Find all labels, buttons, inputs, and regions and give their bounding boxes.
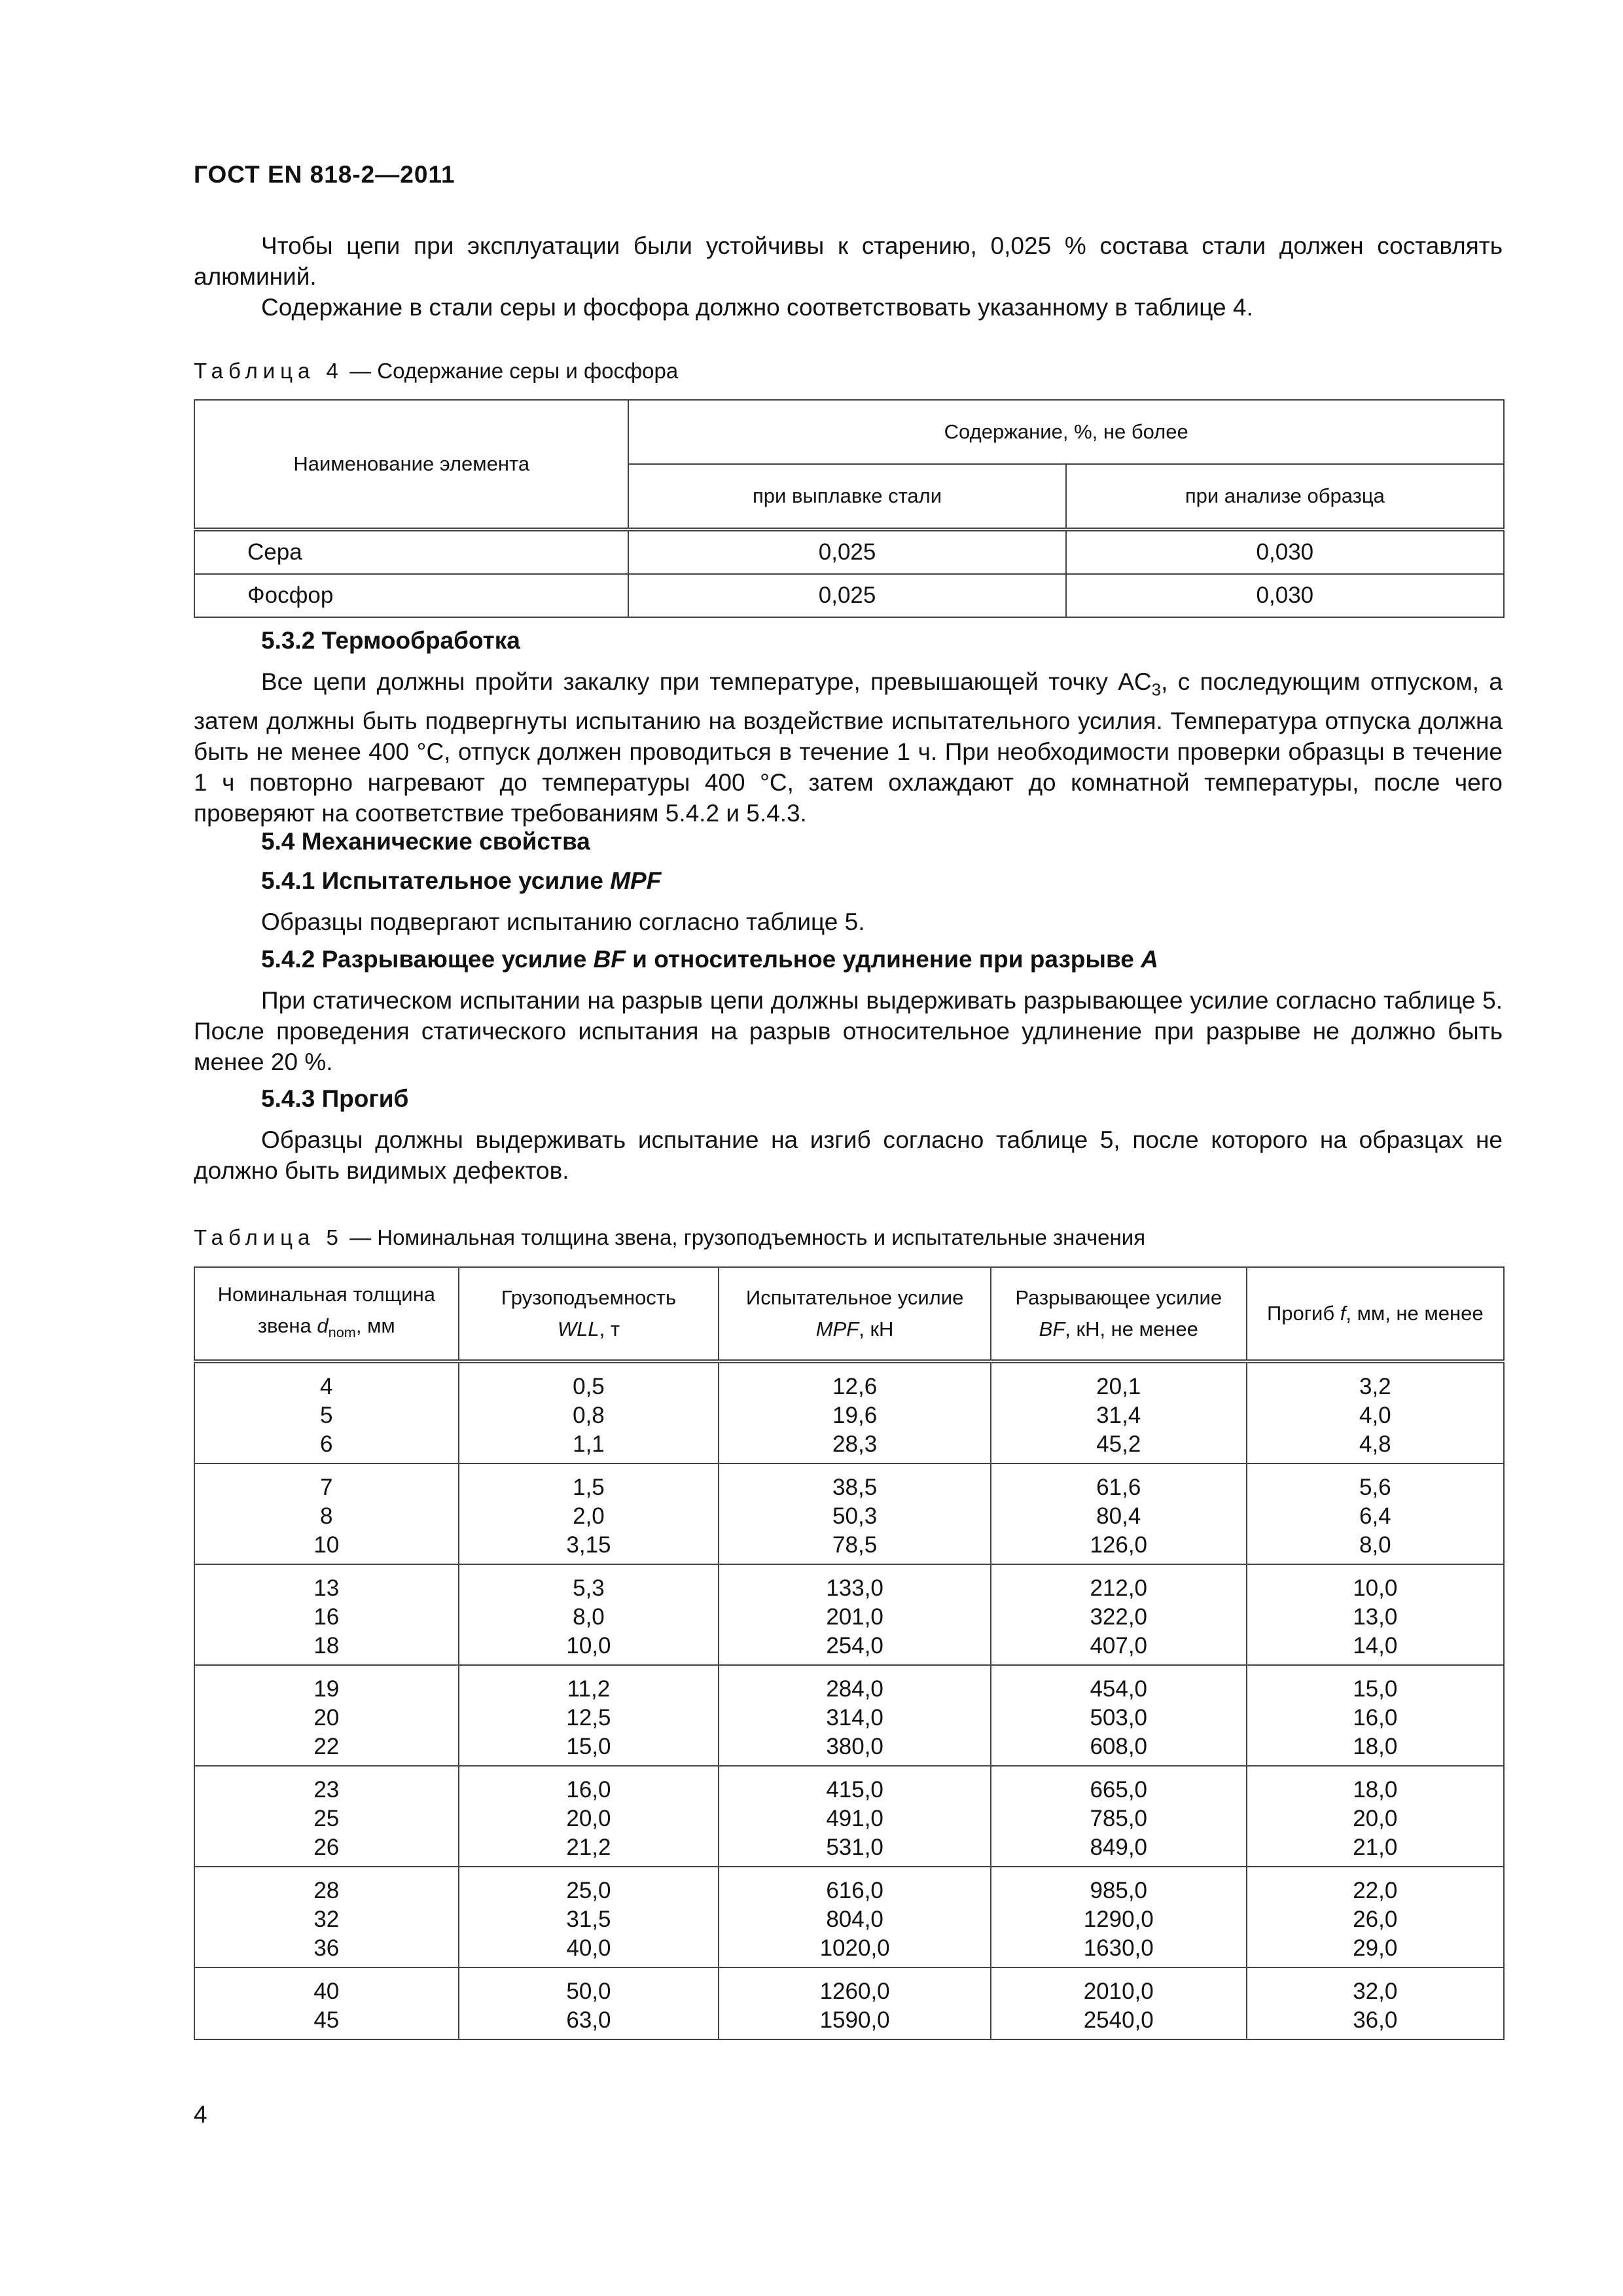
table5-value: 2010,0 xyxy=(1083,1979,1154,2004)
table5-value: 10 xyxy=(313,1532,340,1558)
table5-cell-bf xyxy=(991,1766,1247,1867)
table5-value: 665,0 xyxy=(1090,1777,1148,1803)
table5-cell-deflection xyxy=(1247,1867,1504,1967)
table5-value: 0,5 xyxy=(573,1374,605,1399)
table5-value: 20,1 xyxy=(1096,1374,1141,1399)
table5-value: 985,0 xyxy=(1090,1878,1148,1903)
table5-value: 133,0 xyxy=(826,1575,883,1601)
table4-caption xyxy=(194,359,678,384)
table5-cell-mpf xyxy=(719,1665,991,1766)
table5-value: 380,0 xyxy=(826,1734,883,1759)
table5-value: 12,5 xyxy=(566,1705,611,1731)
table-row xyxy=(194,1766,1504,1867)
table5-header-mpf-line2 xyxy=(720,1314,990,1345)
table5-value: 40 xyxy=(313,1979,340,2004)
table5-value: 212,0 xyxy=(1090,1575,1148,1601)
table5-cell-wll xyxy=(459,1867,719,1967)
table4-header-sample: при анализе образца xyxy=(1066,464,1504,529)
table5-value: 616,0 xyxy=(826,1878,883,1903)
table5-value: 4 xyxy=(320,1374,333,1399)
table5-value: 16,0 xyxy=(566,1777,611,1803)
table5-cell-bf xyxy=(991,1463,1247,1564)
table5-cell-wll xyxy=(459,1361,719,1463)
table5-cell-diameter xyxy=(194,1766,459,1867)
table5-header-mpf xyxy=(719,1267,991,1361)
document-header: ГОСТ EN 818-2—2011 xyxy=(194,161,455,188)
table5-value: 20,0 xyxy=(1353,1806,1398,1831)
table5-value: 22 xyxy=(313,1734,340,1759)
table5-header-deflection-symbol: f xyxy=(1340,1302,1346,1325)
table-row xyxy=(194,1463,1504,1564)
table5-value: 2540,0 xyxy=(1083,2007,1154,2033)
table5-value: 3,2 xyxy=(1359,1374,1391,1399)
table5-value: 415,0 xyxy=(826,1777,883,1803)
table-row xyxy=(194,574,1504,617)
table5-value: 1630,0 xyxy=(1083,1935,1154,1961)
table5-value: 40,0 xyxy=(566,1935,611,1961)
table5-value: 10,0 xyxy=(1353,1575,1398,1601)
table5-header-mpf-symbol: MPF xyxy=(815,1318,859,1340)
table5-value: 11,2 xyxy=(567,1676,611,1702)
table5-cell-mpf xyxy=(719,1361,991,1463)
table4-cell-melt: 0,025 xyxy=(628,529,1065,574)
table5-value: 50,0 xyxy=(566,1979,611,2004)
table4-cell-name: Фосфор xyxy=(194,574,628,617)
table5-cell-mpf xyxy=(719,1766,991,1867)
table5-cell-diameter xyxy=(194,1967,459,2039)
table5-value: 50,3 xyxy=(832,1503,878,1529)
table5-header-wll-line2 xyxy=(460,1314,718,1345)
heading-5-4-1-italic: MPF xyxy=(610,867,662,894)
heading-5-4-1-text: 5.4.1 Испытательное усилие xyxy=(261,867,611,894)
table5-value: 13,0 xyxy=(1353,1604,1398,1630)
table5-cell-wll xyxy=(459,1967,719,2039)
table5-cell-diameter xyxy=(194,1564,459,1665)
table5-header-deflection xyxy=(1247,1267,1504,1361)
table5-value: 4,8 xyxy=(1359,1431,1391,1457)
paragraph-heat-treatment xyxy=(194,666,1503,829)
table-5 xyxy=(194,1266,1505,2040)
heading-5-4-2 xyxy=(261,946,1158,973)
table5-value: 28 xyxy=(313,1878,340,1903)
table5-value: 19,6 xyxy=(832,1403,878,1428)
table5-value: 36 xyxy=(313,1935,340,1961)
table5-value: 45 xyxy=(313,2007,340,2033)
table5-value: 25,0 xyxy=(566,1878,611,1903)
table4-cell-sample: 0,030 xyxy=(1066,529,1504,574)
table5-body xyxy=(194,1361,1504,2039)
table5-cell-wll xyxy=(459,1766,719,1867)
table5-header-bf xyxy=(991,1267,1247,1361)
table5-value: 80,4 xyxy=(1096,1503,1141,1529)
table5-caption-label: Таблица 5 xyxy=(194,1225,344,1249)
table5-value: 38,5 xyxy=(832,1475,878,1500)
table5-value: 21,0 xyxy=(1353,1835,1398,1860)
table5-value: 31,5 xyxy=(566,1907,611,1932)
heading-5-4-2-italic-a: A xyxy=(1141,946,1158,973)
table5-header-bf-line1: Разрывающее усилие xyxy=(1015,1286,1222,1309)
table-row xyxy=(194,1967,1504,2039)
table5-cell-mpf xyxy=(719,1564,991,1665)
table5-cell-deflection xyxy=(1247,1564,1504,1665)
table5-value: 78,5 xyxy=(832,1532,878,1558)
table5-cell-bf xyxy=(991,1665,1247,1766)
table5-cell-bf xyxy=(991,1967,1247,2039)
table5-value: 407,0 xyxy=(1090,1633,1148,1659)
table5-header-diameter-word: звена xyxy=(257,1314,317,1337)
heading-5-4-2-italic-bf: BF xyxy=(593,946,626,973)
table4-caption-label: Таблица 4 xyxy=(194,359,344,383)
table5-value: 3,15 xyxy=(566,1532,611,1558)
table5-value: 19 xyxy=(313,1676,340,1702)
table5-value: 26 xyxy=(313,1835,340,1860)
table5-value: 36,0 xyxy=(1353,2007,1398,2033)
table5-value: 15,0 xyxy=(1353,1676,1398,1702)
table5-value: 491,0 xyxy=(826,1806,883,1831)
table5-cell-wll xyxy=(459,1665,719,1766)
table5-cell-diameter xyxy=(194,1361,459,1463)
table-row xyxy=(194,529,1504,574)
table5-header-wll-unit: , т xyxy=(599,1318,620,1340)
table5-value: 18 xyxy=(313,1633,340,1659)
table5-value: 6 xyxy=(320,1431,333,1457)
table5-value: 12,6 xyxy=(832,1374,878,1399)
table5-cell-diameter xyxy=(194,1463,459,1564)
table5-header-diameter-sub: nom xyxy=(328,1324,356,1341)
table5-value: 2,0 xyxy=(573,1503,605,1529)
table5-value: 1290,0 xyxy=(1083,1907,1154,1932)
heading-5-4: 5.4 Механические свойства xyxy=(261,828,590,855)
table5-header-diameter-line1: Номинальная толщина xyxy=(217,1282,435,1306)
table4-header-element: Наименование элемента xyxy=(194,400,628,529)
heat-text-b: , с последующим отпуском, а затем должны быть подвергнуты испытанию на воздействие испытательного усилия. Температура отпуска должна быть не менее 400 °С, отпуск должен проводиться в течение 1 ч. При необходимости проверки образцы в течение 1 ч повторно нагревают до температуры 400 °С, затем охлаждают до комнатной температуры, после чего проверяют на соответствие требованиям 5.4.2 и 5.4.3. xyxy=(194,668,1503,827)
paragraph-sulfur-phosphorus: Содержание в стали серы и фосфора должно соответствовать указанному в таблице 4. xyxy=(261,294,1253,321)
table5-cell-mpf xyxy=(719,1867,991,1967)
table5-value: 1590,0 xyxy=(819,2007,890,2033)
table5-value: 18,0 xyxy=(1353,1734,1398,1759)
heading-5-4-1 xyxy=(261,867,661,895)
table5-header-deflection-unit: , мм, не менее xyxy=(1346,1302,1484,1325)
table5-header-deflection-word: Прогиб xyxy=(1266,1302,1340,1325)
table5-value: 29,0 xyxy=(1353,1935,1398,1961)
table5-value: 254,0 xyxy=(826,1633,883,1659)
table5-value: 849,0 xyxy=(1090,1835,1148,1860)
table5-cell-wll xyxy=(459,1463,719,1564)
table5-value: 5,3 xyxy=(573,1575,605,1601)
table5-value: 22,0 xyxy=(1353,1878,1398,1903)
paragraph-breaking-force: При статическом испытании на разрыв цепи должны выдерживать разрывающее усилие согласно таблице 5. После проведения статического испытания на разрыв относительное удлинение при разрыве не должно быть менее 20 %. xyxy=(194,987,1503,1075)
table5-value: 531,0 xyxy=(826,1835,883,1860)
table5-value: 4,0 xyxy=(1359,1403,1391,1428)
table5-header-bf-line2 xyxy=(992,1314,1245,1345)
table5-value: 503,0 xyxy=(1090,1705,1148,1731)
table5-value: 31,4 xyxy=(1096,1403,1141,1428)
table5-value: 454,0 xyxy=(1090,1676,1148,1702)
table5-value: 8,0 xyxy=(573,1604,605,1630)
table5-cell-mpf xyxy=(719,1463,991,1564)
table-4 xyxy=(194,399,1505,618)
table5-value: 63,0 xyxy=(566,2007,611,2033)
table5-header-wll-symbol: WLL xyxy=(557,1318,599,1340)
table5-value: 10,0 xyxy=(566,1633,611,1659)
table5-value: 804,0 xyxy=(826,1907,883,1932)
table5-cell-wll xyxy=(459,1564,719,1665)
heading-5-4-2-text-b: и относительное удлинение при разрыве xyxy=(625,946,1141,973)
paragraph-test-force: Образцы подвергают испытанию согласно таблице 5. xyxy=(261,908,865,935)
table5-value: 28,3 xyxy=(832,1431,878,1457)
table5-value: 16,0 xyxy=(1353,1705,1398,1731)
table5-value: 32,0 xyxy=(1353,1979,1398,2004)
table5-header-diameter-line2 xyxy=(196,1310,457,1348)
paragraph-aluminium: Чтобы цепи при эксплуатации были устойчивы к старению, 0,025 % состава стали должен составлять алюминий. xyxy=(194,232,1503,290)
table5-value: 1,1 xyxy=(573,1431,605,1457)
page-number: 4 xyxy=(194,2101,207,2128)
heading-5-4-2-text-a: 5.4.2 Разрывающее усилие xyxy=(261,946,594,973)
table5-cell-mpf xyxy=(719,1967,991,2039)
table5-value: 126,0 xyxy=(1090,1532,1148,1558)
heading-5-3-2: 5.3.2 Термообработка xyxy=(261,627,520,654)
table5-header-wll xyxy=(459,1267,719,1361)
table5-header-mpf-unit: , кН xyxy=(859,1318,894,1340)
table5-value: 1260,0 xyxy=(819,1979,890,2004)
heat-text-sub: 3 xyxy=(1151,681,1162,700)
table5-caption-text: — Номинальная толщина звена, грузоподъемность и испытательные значения xyxy=(343,1225,1146,1249)
table5-value: 5,6 xyxy=(1359,1475,1391,1500)
table5-header-diameter-unit: , мм xyxy=(355,1314,395,1337)
table5-value: 785,0 xyxy=(1090,1806,1148,1831)
table4-header-content: Содержание, %, не более xyxy=(628,400,1504,464)
heading-5-4-3: 5.4.3 Прогиб xyxy=(261,1085,409,1112)
table4-cell-sample: 0,030 xyxy=(1066,574,1504,617)
table5-value: 15,0 xyxy=(566,1734,611,1759)
heat-text-a: Все цепи должны пройти закалку при температуре, превышающей точку AC xyxy=(261,668,1152,695)
table5-value: 201,0 xyxy=(826,1604,883,1630)
table5-cell-deflection xyxy=(1247,1766,1504,1867)
table5-value: 608,0 xyxy=(1090,1734,1148,1759)
table-row xyxy=(194,1665,1504,1766)
table5-value: 32 xyxy=(313,1907,340,1932)
table5-cell-deflection xyxy=(1247,1967,1504,2039)
table5-value: 8,0 xyxy=(1359,1532,1391,1558)
table5-value: 5 xyxy=(320,1403,333,1428)
table5-value: 20,0 xyxy=(566,1806,611,1831)
table4-cell-melt: 0,025 xyxy=(628,574,1065,617)
table5-value: 7 xyxy=(320,1475,333,1500)
table5-cell-deflection xyxy=(1247,1361,1504,1463)
table-row xyxy=(194,1361,1504,1463)
table5-header-wll-line1: Грузоподъемность xyxy=(501,1286,677,1309)
table5-value: 6,4 xyxy=(1359,1503,1391,1529)
table5-value: 16 xyxy=(313,1604,340,1630)
table5-header-bf-symbol: BF xyxy=(1039,1318,1065,1340)
table5-caption xyxy=(194,1225,1145,1250)
table5-value: 61,6 xyxy=(1096,1475,1141,1500)
table5-value: 20 xyxy=(313,1705,340,1731)
table5-header-diameter-symbol: d xyxy=(317,1314,329,1337)
paragraph-deflection: Образцы должны выдерживать испытание на изгиб согласно таблице 5, после которого на образцах не должно быть видимых дефектов. xyxy=(194,1126,1503,1184)
table5-value: 13 xyxy=(313,1575,340,1601)
table5-value: 26,0 xyxy=(1353,1907,1398,1932)
table5-value: 8 xyxy=(320,1503,333,1529)
table5-cell-diameter xyxy=(194,1665,459,1766)
table5-value: 1,5 xyxy=(573,1475,605,1500)
table4-caption-text: — Содержание серы и фосфора xyxy=(343,359,679,383)
table5-value: 1020,0 xyxy=(819,1935,890,1961)
table5-value: 14,0 xyxy=(1353,1633,1398,1659)
table-row xyxy=(194,1867,1504,1967)
table4-cell-name: Сера xyxy=(194,529,628,574)
table-row xyxy=(194,1564,1504,1665)
table5-cell-bf xyxy=(991,1361,1247,1463)
table5-cell-diameter xyxy=(194,1867,459,1967)
table5-cell-bf xyxy=(991,1564,1247,1665)
table5-value: 45,2 xyxy=(1096,1431,1141,1457)
table5-header-mpf-line1: Испытательное усилие xyxy=(745,1286,964,1309)
table5-value: 23 xyxy=(313,1777,340,1803)
table5-value: 21,2 xyxy=(566,1835,611,1860)
table5-value: 284,0 xyxy=(826,1676,883,1702)
table5-value: 322,0 xyxy=(1090,1604,1148,1630)
table5-value: 314,0 xyxy=(826,1705,883,1731)
table5-header-bf-unit: , кН, не менее xyxy=(1065,1318,1198,1340)
table5-value: 0,8 xyxy=(573,1403,605,1428)
table5-cell-deflection xyxy=(1247,1665,1504,1766)
table5-value: 18,0 xyxy=(1353,1777,1398,1803)
table4-header-melt: при выплавке стали xyxy=(628,464,1065,529)
table5-cell-deflection xyxy=(1247,1463,1504,1564)
table5-cell-bf xyxy=(991,1867,1247,1967)
table5-value: 25 xyxy=(313,1806,340,1831)
table5-header-diameter xyxy=(194,1267,459,1361)
